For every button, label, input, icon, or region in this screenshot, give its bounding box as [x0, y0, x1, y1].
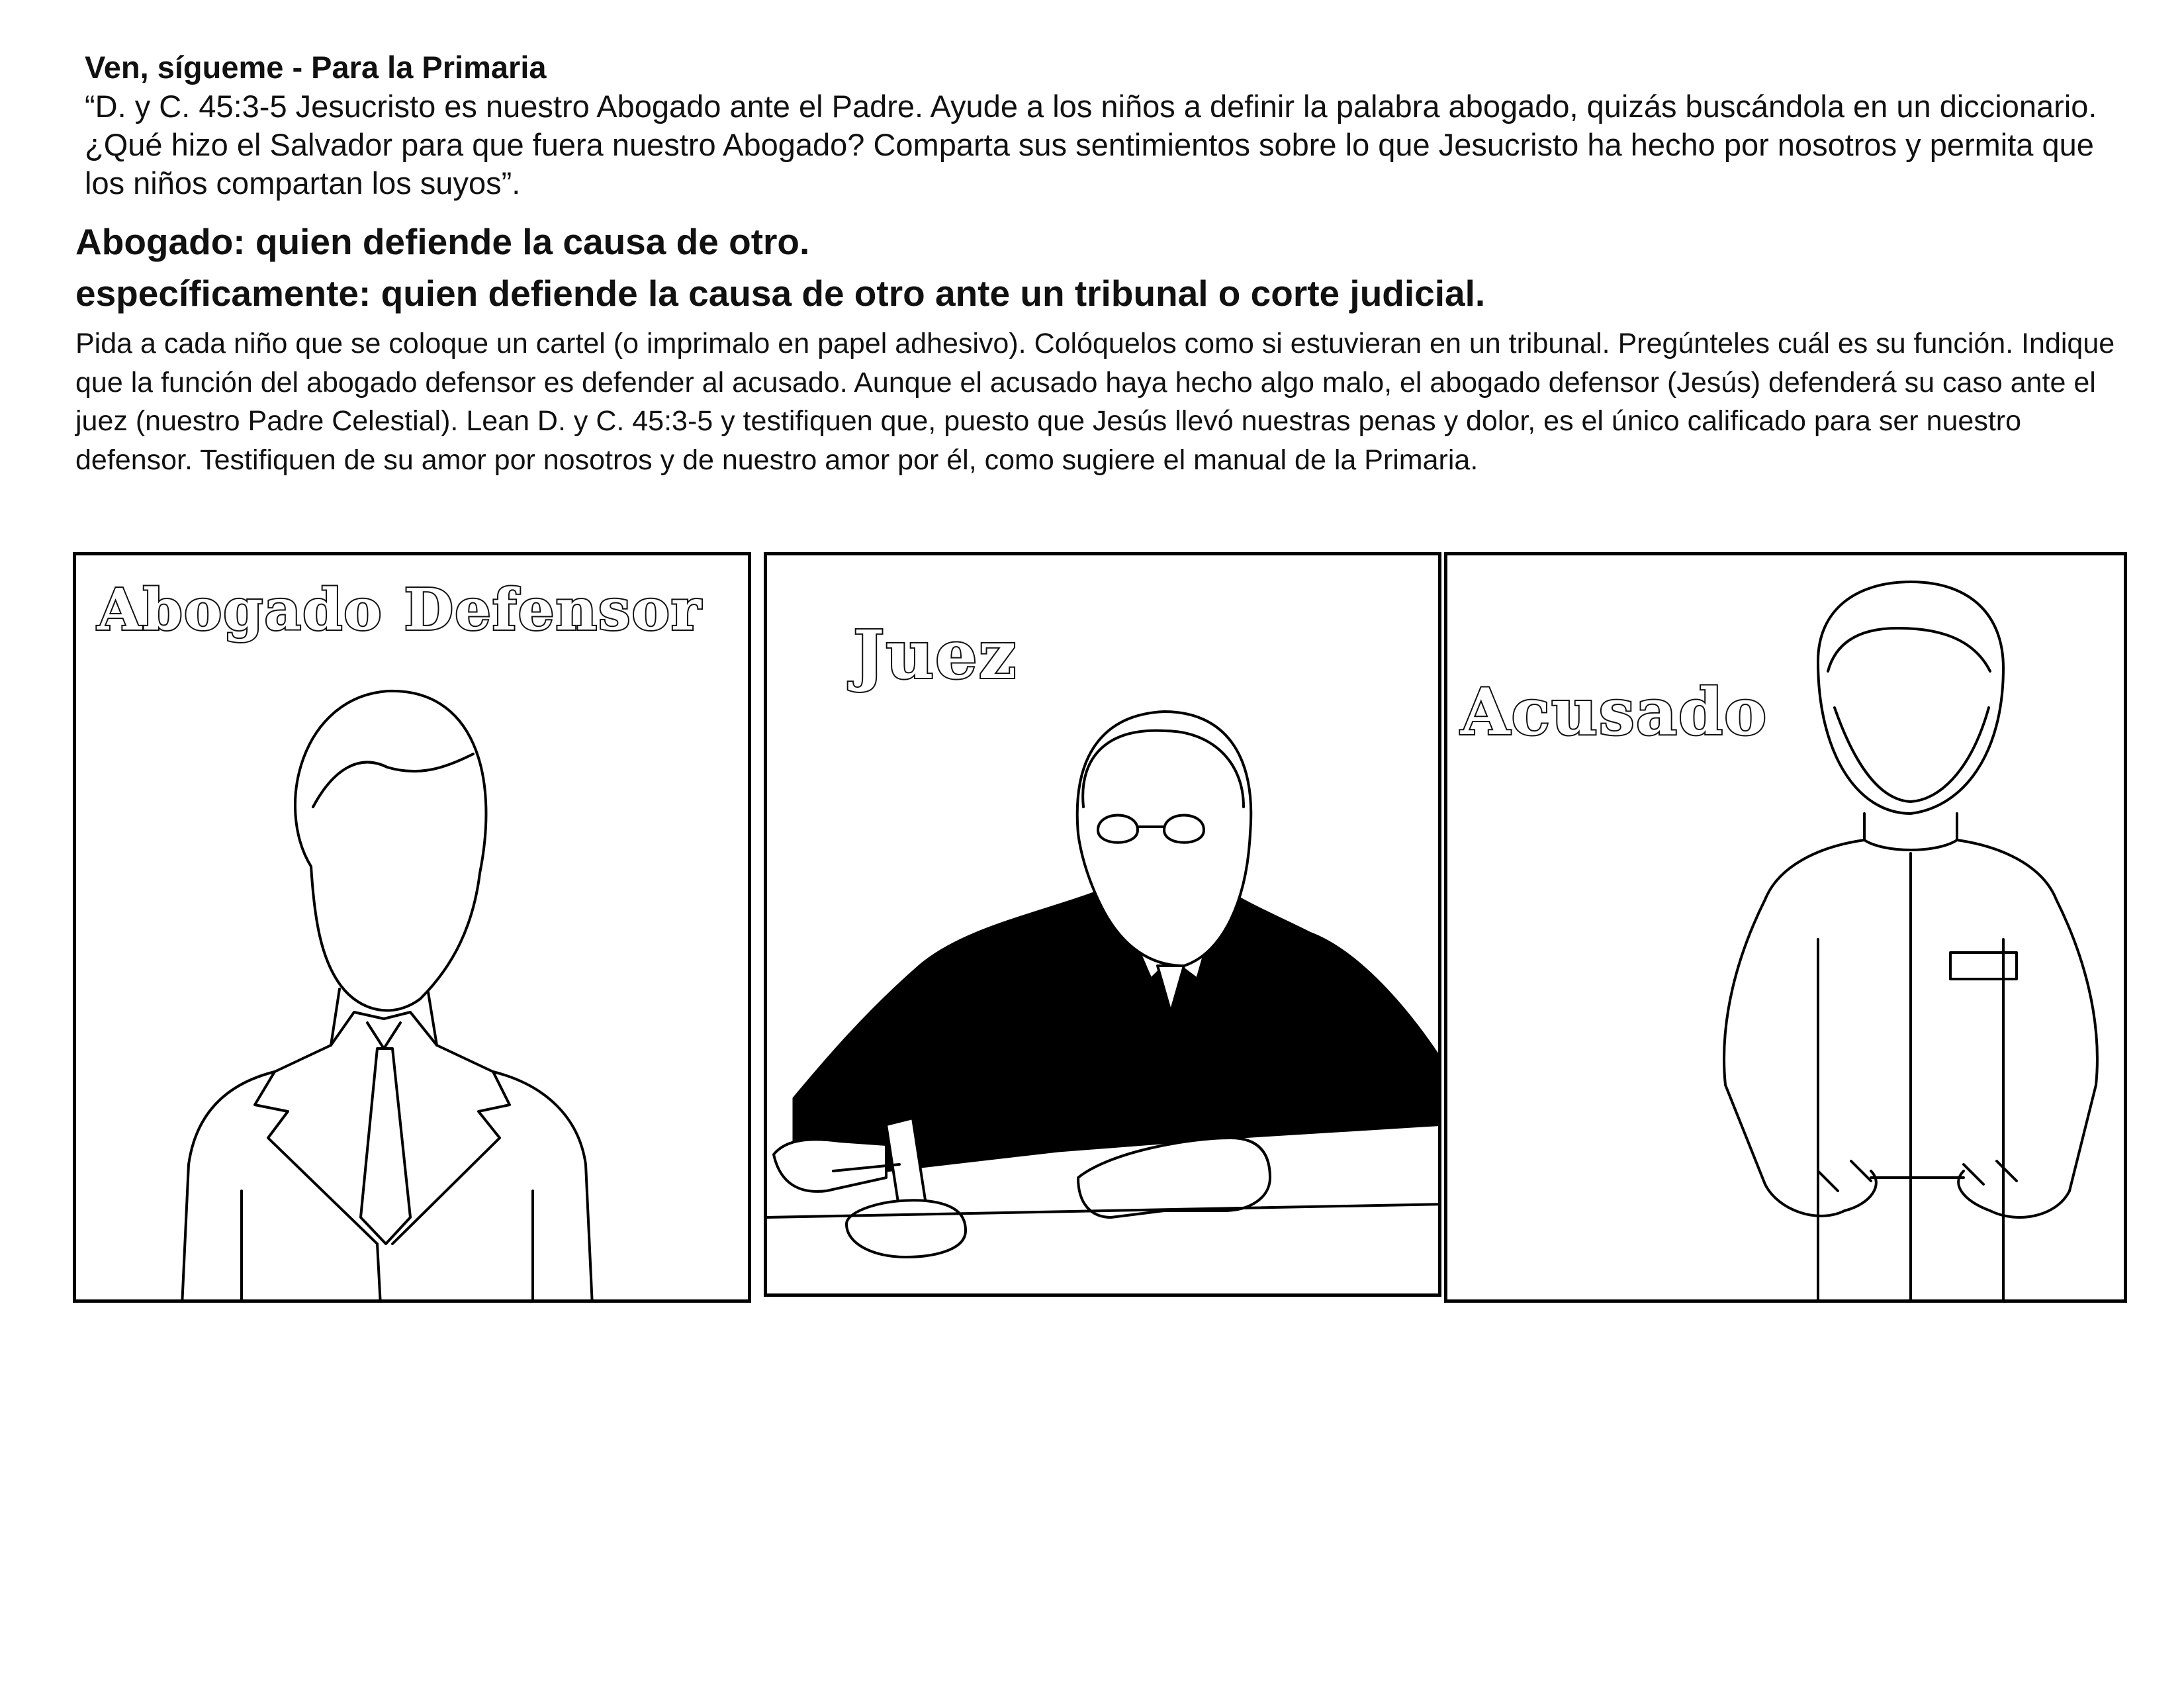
- instructions-paragraph: Pida a cada niño que se coloque un cartel (o imprimalo en papel adhesivo). Colóquelos como si estuvieran en un tribunal. Pregúnteles cuál es su función. Indique que la función del abogado defensor es defender al acusado. Aunque el acusado haya hecho algo malo, el abogado defensor (Jesús) defenderá su caso ante el juez (nuestro Padre Celestial). Lean D. y C. 45:3-5 y testifiquen que, puesto que Jesús llevó nuestras penas y dolor, es el único calificado para ser nuestro defensor. Testifiquen de su amor por nosotros y de nuestro amor por él, como sugiere el manual de la Primaria.: [75, 328, 2115, 476]
- panel-label-juez: Juez: [853, 616, 1018, 694]
- accused-illustration: [1447, 555, 2127, 1303]
- judge-illustration: [767, 555, 1441, 1297]
- panel-label-abogado-defensor: Abogado Defensor: [97, 577, 703, 643]
- panel-label-acusado: Acusado: [1461, 675, 1768, 749]
- page-title: Ven, sígueme - Para la Primaria: [85, 50, 547, 85]
- definition-line-1: Abogado: quien defiende la causa de otro.: [75, 221, 810, 262]
- scripture-quote: “D. y C. 45:3-5 Jesucristo es nuestro Abogado ante el Padre. Ayude a los niños a definir la palabra abogado, quizás buscándola en un diccionario. ¿Qué hizo el Salvador para que fuera nuestro Abogado? Comparta sus sentimientos sobre lo que Jesucristo ha hecho por nosotros y permita que los niños compartan los suyos”.: [85, 89, 2097, 201]
- panel-defense-lawyer: [73, 552, 751, 1303]
- definition-line-2: específicamente: quien defiende la causa de otro ante un tribunal o corte judicial.: [75, 273, 1486, 314]
- panel-accused: [1444, 552, 2127, 1303]
- defense-lawyer-illustration: [76, 555, 751, 1303]
- panel-judge: [764, 552, 1441, 1297]
